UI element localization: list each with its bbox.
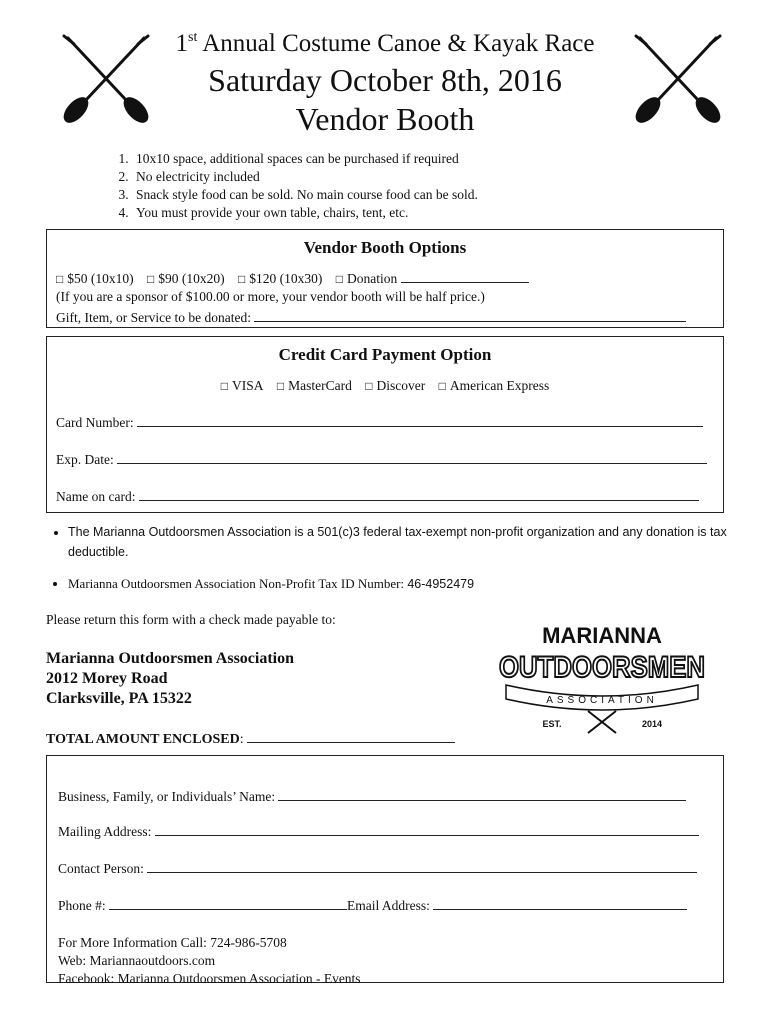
phone-field[interactable] xyxy=(109,895,347,910)
address-city: Clarksville, PA 15322 xyxy=(46,690,192,707)
logo-top-text: MARIANNA xyxy=(542,623,662,648)
mailing-address-field[interactable] xyxy=(155,821,699,836)
info-web: Web: Mariannaoutdoors.com xyxy=(58,953,216,968)
vendor-options-box xyxy=(46,229,724,328)
total-row: TOTAL AMOUNT ENCLOSED: xyxy=(46,728,455,748)
logo-main-text: OUTDOORSMEN xyxy=(499,651,705,684)
requirement-item: 3. Snack style food can be sold. No main course food can be sold. xyxy=(132,186,478,204)
logo-est-text: EST. xyxy=(542,719,562,729)
card-number-field[interactable] xyxy=(137,412,703,427)
requirement-item: 4. You must provide your own table, chairs, tent, etc. xyxy=(132,204,478,222)
checkbox-icon: □ xyxy=(365,379,373,393)
exp-date-row: Exp. Date: xyxy=(56,449,723,468)
contact-person-field[interactable] xyxy=(147,858,697,873)
business-row: Business, Family, or Individuals’ Name: xyxy=(58,786,723,805)
address-street: 2012 Morey Road xyxy=(46,670,168,687)
booth-options-row xyxy=(56,268,723,287)
info-facebook: Facebook: Marianna Outdoorsmen Association - Events xyxy=(58,971,361,986)
vendor-options-title: Vendor Booth Options xyxy=(303,238,467,257)
requirements-list xyxy=(92,150,478,222)
payment-box xyxy=(46,336,724,513)
email-field[interactable] xyxy=(433,895,687,910)
mailing-row: Mailing Address: xyxy=(58,821,723,840)
option-donation[interactable]: □ Donation xyxy=(336,271,529,286)
marianna-outdoorsmen-logo xyxy=(492,615,712,735)
info-call: For More Information Call: 724-986-5708 xyxy=(58,935,287,950)
exp-date-field[interactable] xyxy=(117,449,707,464)
option-120[interactable]: □ $120 (10x30) xyxy=(238,271,323,286)
sponsor-note: (If you are a sponsor of $100.00 or more, your vendor booth will be half price.) xyxy=(56,289,485,304)
tax-id-note: • Marianna Outdoorsmen Association Non-Profit Tax ID Number: 46-4952479 xyxy=(68,574,748,594)
gift-field[interactable] xyxy=(254,307,686,322)
name-on-card-row: Name on card: xyxy=(56,486,723,505)
mailing-address xyxy=(46,649,294,709)
card-mastercard[interactable]: □ MasterCard xyxy=(276,378,352,393)
option-90[interactable]: □ $90 (10x20) xyxy=(147,271,225,286)
checkbox-icon: □ xyxy=(147,272,155,286)
checkbox-icon: □ xyxy=(56,272,64,286)
checkbox-icon: □ xyxy=(238,272,246,286)
info-block xyxy=(58,934,723,988)
card-number-row: Card Number: xyxy=(56,412,723,431)
requirement-item: 1. 10x10 space, additional spaces can be purchased if required xyxy=(132,150,478,168)
logo-paddles-icon xyxy=(588,711,616,733)
event-title: 1st Annual Costume Canoe & Kayak Race xyxy=(175,30,595,57)
payment-title: Credit Card Payment Option xyxy=(278,345,492,364)
checkbox-icon: □ xyxy=(220,379,229,393)
card-amex[interactable]: □ American Express xyxy=(438,378,550,393)
phone-email-row: Phone #: Email Address: xyxy=(58,895,723,914)
checkbox-icon: □ xyxy=(276,379,285,393)
event-date: Saturday October 8th, 2016 xyxy=(208,62,562,98)
checkbox-icon: □ xyxy=(335,272,343,286)
form-subtitle: Vendor Booth xyxy=(295,101,475,137)
donation-amount-line[interactable] xyxy=(401,268,529,283)
logo-arc-text: ASSOCIATION xyxy=(546,695,658,706)
gift-row: Gift, Item, or Service to be donated: xyxy=(56,307,723,326)
contact-box xyxy=(46,755,724,986)
business-name-field[interactable] xyxy=(278,786,686,801)
return-note: Please return this form with a check made payable to: xyxy=(46,612,336,627)
nonprofit-note: • The Marianna Outdoorsmen Association is a 501(c)3 federal tax-exempt non-profit organization and any donation is tax deductible. xyxy=(68,522,748,562)
address-org: Marianna Outdoorsmen Association xyxy=(46,650,295,667)
card-type-row xyxy=(47,378,723,394)
logo-year-text: 2014 xyxy=(641,719,663,729)
requirement-item: 2. No electricity included xyxy=(132,168,478,186)
card-discover[interactable]: □ Discover xyxy=(365,378,426,393)
option-50[interactable]: □ $50 (10x10) xyxy=(56,271,134,286)
notes-list xyxy=(46,522,748,606)
checkbox-icon: □ xyxy=(438,379,446,393)
contact-row: Contact Person: xyxy=(58,858,723,877)
total-amount-field[interactable] xyxy=(247,728,455,743)
name-on-card-field[interactable] xyxy=(139,486,699,501)
card-visa[interactable]: □ VISA xyxy=(220,378,264,393)
